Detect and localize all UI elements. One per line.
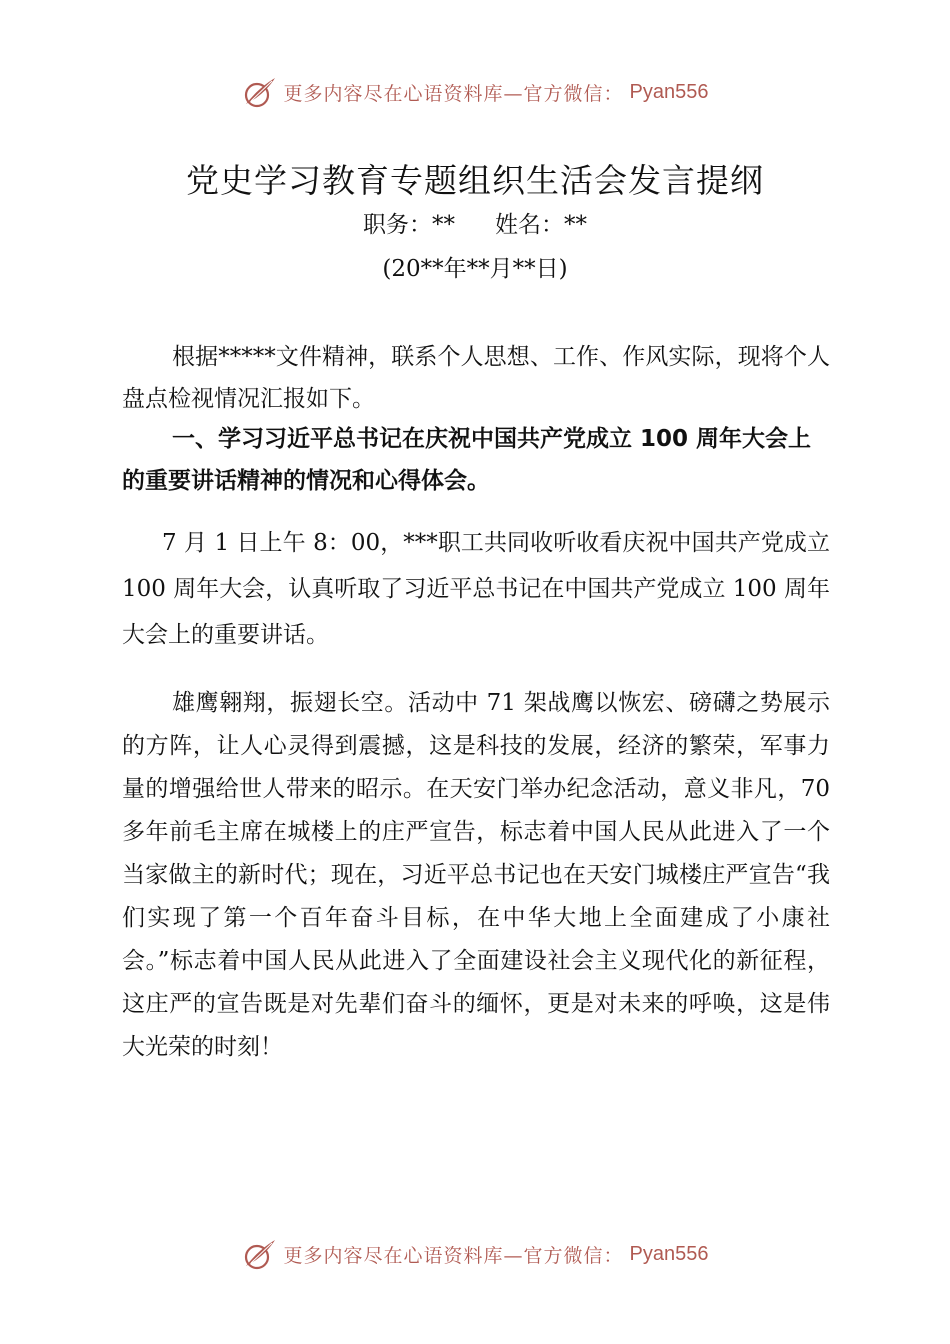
body-paragraph: 雄鹰翱翔，振翅长空。活动中 71 架战鹰以恢宏、磅礴之势展示的方阵，让人心灵得到震撼，这是科技的发展，经济的繁荣，军事力量的增强给世人带来的昭示。在天安门举办纪念活动，意义非凡，70 多年前毛主席在城楼上的庄严宣告，标志着中国人民从此进入了一个当家做主的新时代；现在，习近平总书记也在天安门城楼庄严宣告“我们实现了第一个百年奋斗目标，在中华大地上全面建成了小康社会。”标志着中国人民从此进入了全面建设社会主义现代化的新征程，这庄严的宣告既是对先辈们奋斗的缅怀，更是对未来的呼唤，这是伟大光荣的时刻！ [122,690,830,1060]
wechat-id: Pyan556 [629,80,709,103]
quill-logo-icon [242,74,278,110]
quill-logo-icon [242,1236,278,1272]
section-heading: 一、学习习近平总书记在庆祝中国共产党成立 100 周年大会上的重要讲话精神的情况和心得体会。 [122,426,812,494]
position-label: 职务：** [363,212,455,238]
footer-watermark [0,1234,950,1274]
document-title: 党史学习教育专题组织生活会发言提纲 [186,161,764,200]
wechat-id: Pyan556 [629,1242,709,1265]
author-meta [0,208,950,242]
name-label: 姓名：** [495,212,587,238]
watermark-text: 更多内容尽在心语资料库—官方微信： [283,1244,624,1267]
header-watermark [0,72,950,112]
watermark-text: 更多内容尽在心语资料库—官方微信： [283,82,624,105]
body-paragraph: 7 月 1 日上午 8：00，***职工共同收听收看庆祝中国共产党成立 100 周年大会，认真听取了习近平总书记在中国共产党成立 100 周年大会上的重要讲话。 [122,530,830,648]
intro-paragraph: 根据*****文件精神，联系个人思想、工作、作风实际，现将个人盘点检视情况汇报如下。 [122,344,830,412]
document-date: (20**年**月**日) [382,256,568,282]
